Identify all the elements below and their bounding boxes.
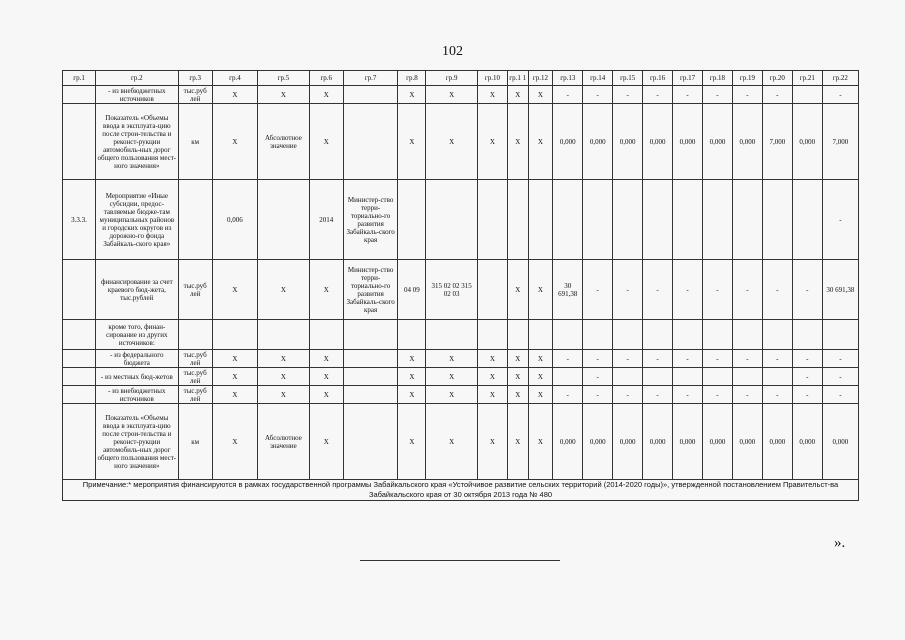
table-cell: X [507, 104, 528, 180]
table-cell: X [398, 386, 426, 404]
table-cell: - [673, 386, 703, 404]
table-cell: 0,000 [673, 404, 703, 480]
table-cell: тыс.руб лей [178, 350, 212, 368]
data-table [62, 70, 859, 501]
table-cell: 0,000 [732, 104, 762, 180]
table-cell: тыс.руб лей [178, 368, 212, 386]
table-cell: км [178, 404, 212, 480]
table-cell: Мероприятие «Иные субсидии, предос-тавляемые бюдже-там муниципальных районов и городских округов из дорожно-го фонда Забайкаль-ского края» [96, 180, 179, 260]
table-cell: X [528, 86, 553, 104]
column-header: гр.17 [673, 71, 703, 86]
table-cell: - [703, 86, 733, 104]
table-cell: - [703, 260, 733, 320]
table-cell: - [822, 386, 858, 404]
table-cell: X [212, 404, 257, 480]
table-row [63, 104, 859, 180]
table-cell: 0,000 [703, 404, 733, 480]
table-cell: X [258, 350, 310, 368]
table-cell: - [643, 350, 673, 368]
table-cell: X [477, 404, 507, 480]
table-cell [553, 368, 583, 386]
table-cell: - [762, 350, 792, 368]
column-header: гр.3 [178, 71, 212, 86]
table-cell [643, 320, 673, 350]
table-cell: 0,000 [762, 404, 792, 480]
table-cell: 0,000 [792, 104, 822, 180]
column-header: гр.4 [212, 71, 257, 86]
table-cell [343, 350, 398, 368]
table-cell: - [613, 386, 643, 404]
table-cell: 0,000 [643, 404, 673, 480]
table-cell [762, 180, 792, 260]
table-cell: тыс.руб лей [178, 260, 212, 320]
table-cell: 3.3.3. [63, 180, 96, 260]
table-cell: - [732, 350, 762, 368]
table-cell [792, 180, 822, 260]
table-cell: X [309, 368, 343, 386]
table-cell: X [398, 368, 426, 386]
table-cell: тыс.руб лей [178, 386, 212, 404]
table-cell [507, 320, 528, 350]
table-cell: тыс.руб лей [178, 86, 212, 104]
column-header: гр.15 [613, 71, 643, 86]
column-header: гр.1 [63, 71, 96, 86]
table-cell [63, 320, 96, 350]
table-cell: - из внебюджетных источников [96, 86, 179, 104]
table-cell: Показатель «Объемы ввода в эксплуата-цию после строи-тельства и реконст-рукции автомобиль-ных дорог общего пользования мест-ного значения» [96, 104, 179, 180]
table-cell: - [553, 350, 583, 368]
column-header: гр.9 [426, 71, 478, 86]
table-cell: Абсолютное значение [258, 404, 310, 480]
table-cell: 0,000 [703, 104, 733, 180]
table-cell [178, 320, 212, 350]
table-row [63, 386, 859, 404]
table-cell: 0,000 [553, 104, 583, 180]
table-cell [63, 404, 96, 480]
table-cell: 30 691,38 [822, 260, 858, 320]
table-cell: 2014 [309, 180, 343, 260]
column-header: гр.22 [822, 71, 858, 86]
table-cell: - [703, 350, 733, 368]
table-cell: X [528, 404, 553, 480]
table-cell [703, 180, 733, 260]
table-cell: X [258, 86, 310, 104]
table-cell [477, 320, 507, 350]
table-cell [822, 320, 858, 350]
table-cell: X [212, 350, 257, 368]
table-cell: - [732, 386, 762, 404]
table-cell [792, 86, 822, 104]
table-cell: 0,000 [583, 104, 613, 180]
table-row [63, 180, 859, 260]
table-cell: X [258, 386, 310, 404]
signature-line [360, 560, 560, 561]
table-cell [63, 104, 96, 180]
page-number: 102 [442, 44, 463, 59]
table-cell: X [507, 86, 528, 104]
table-cell: км [178, 104, 212, 180]
table-cell: - [583, 368, 613, 386]
table-cell: - [822, 350, 858, 368]
table-cell [613, 320, 643, 350]
table-cell [553, 320, 583, 350]
table-cell: X [398, 350, 426, 368]
table-cell: X [528, 350, 553, 368]
table-cell: X [426, 104, 478, 180]
table-cell: X [507, 368, 528, 386]
column-header: гр.1 1 [507, 71, 528, 86]
table-cell [63, 86, 96, 104]
table-cell [212, 320, 257, 350]
table-cell: X [398, 404, 426, 480]
table-cell [792, 320, 822, 350]
table-row [63, 86, 859, 104]
table-cell: X [477, 368, 507, 386]
table-cell: Министер-ство терри-ториально-го развития Забайкаль-ского края [343, 260, 398, 320]
table-cell: 0,006 [212, 180, 257, 260]
table-cell: - [822, 180, 858, 260]
closing-quote: ». [834, 535, 846, 551]
table-cell [63, 350, 96, 368]
table-row [63, 404, 859, 480]
table-cell: - [762, 386, 792, 404]
table-cell: Министер-ство терри-ториально-го развития Забайкаль-ского края [343, 180, 398, 260]
table-cell: - [643, 260, 673, 320]
table-cell: - [792, 386, 822, 404]
table-cell: 0,000 [792, 404, 822, 480]
table-cell: - [613, 350, 643, 368]
column-header: гр.18 [703, 71, 733, 86]
table-cell [673, 368, 703, 386]
table-cell: финансирование за счет краевого бюд-жета, тыс.рублей [96, 260, 179, 320]
table-cell: Абсолютное значение [258, 104, 310, 180]
table-cell [762, 320, 792, 350]
table-cell: - из внебюджетных источников [96, 386, 179, 404]
table-cell [63, 368, 96, 386]
table-row [63, 320, 859, 350]
table-cell: - из федерального бюджета [96, 350, 179, 368]
table-cell: кроме того, финан-сирование из других источников: [96, 320, 179, 350]
table-row [63, 350, 859, 368]
note-row [63, 480, 859, 501]
table-cell [477, 180, 507, 260]
table-cell [703, 320, 733, 350]
table-cell: X [477, 350, 507, 368]
table-cell: 0,000 [822, 404, 858, 480]
table-cell [673, 320, 703, 350]
table-cell: X [309, 104, 343, 180]
table-cell: - [583, 86, 613, 104]
table-cell: 0,000 [613, 404, 643, 480]
table-cell: X [212, 86, 257, 104]
column-header: гр.8 [398, 71, 426, 86]
table-cell: - [762, 260, 792, 320]
table-cell [732, 320, 762, 350]
table-cell [426, 320, 478, 350]
table-cell [643, 368, 673, 386]
table-cell: X [528, 104, 553, 180]
table-cell: X [309, 404, 343, 480]
table-cell: - [613, 86, 643, 104]
table-cell [613, 180, 643, 260]
table-row [63, 260, 859, 320]
table-cell: - [792, 368, 822, 386]
table-cell: - [643, 86, 673, 104]
table-cell: X [426, 368, 478, 386]
table-cell: X [212, 386, 257, 404]
table-cell [309, 320, 343, 350]
column-header: гр.2 [96, 71, 179, 86]
table-cell [343, 104, 398, 180]
table-cell: - [673, 86, 703, 104]
table-cell [528, 320, 553, 350]
table-cell: X [309, 260, 343, 320]
column-header: гр.16 [643, 71, 673, 86]
table-cell: X [258, 368, 310, 386]
table-cell: 0,000 [583, 404, 613, 480]
table-cell: - [822, 368, 858, 386]
table-cell: - [643, 386, 673, 404]
table-cell: - [583, 260, 613, 320]
table-cell: X [212, 368, 257, 386]
table-cell [343, 368, 398, 386]
table-cell: - [673, 260, 703, 320]
table-cell: - [762, 86, 792, 104]
column-header: гр.19 [732, 71, 762, 86]
table-cell: X [426, 404, 478, 480]
table-cell: X [477, 104, 507, 180]
table-cell [703, 368, 733, 386]
table-cell: X [258, 260, 310, 320]
column-header: гр.6 [309, 71, 343, 86]
table-cell [477, 260, 507, 320]
table-cell: X [309, 386, 343, 404]
table-cell [343, 386, 398, 404]
table-cell: 0,000 [673, 104, 703, 180]
table-cell: X [528, 368, 553, 386]
table-cell [762, 368, 792, 386]
table-cell [613, 368, 643, 386]
table-cell: X [477, 86, 507, 104]
table-cell: X [426, 386, 478, 404]
table-cell: X [398, 104, 426, 180]
table-cell: X [507, 260, 528, 320]
table-cell: 0,000 [732, 404, 762, 480]
table-cell [63, 260, 96, 320]
table-cell: - [732, 86, 762, 104]
table-cell: X [477, 386, 507, 404]
table-cell [732, 368, 762, 386]
table-cell: X [426, 86, 478, 104]
table-cell: 04 09 [398, 260, 426, 320]
table-cell [553, 180, 583, 260]
footnote: Примечание:* мероприятия финансируются в рамках государственной программы Забайкальского края «Устойчивое развитие сельских территорий (2014-2020 годы)», утвержденной постановлением Правительст-ва Забайкальского края от 30 октября 2013 года № 480 [63, 480, 859, 501]
table-cell [398, 180, 426, 260]
table-cell: - [673, 350, 703, 368]
table-cell [258, 180, 310, 260]
table-cell: 0,000 [613, 104, 643, 180]
table-cell: X [398, 86, 426, 104]
table-cell: X [528, 386, 553, 404]
column-header: гр.12 [528, 71, 553, 86]
table-cell [673, 180, 703, 260]
table-cell: - из местных бюд-жетов [96, 368, 179, 386]
table-cell: - [822, 86, 858, 104]
table-cell: X [426, 350, 478, 368]
table-cell: - [613, 260, 643, 320]
table-cell: X [212, 260, 257, 320]
column-header: гр.7 [343, 71, 398, 86]
table-cell: - [732, 260, 762, 320]
table-cell: - [792, 350, 822, 368]
table-cell: 7,000 [822, 104, 858, 180]
table-cell: X [507, 404, 528, 480]
column-header: гр.13 [553, 71, 583, 86]
table-cell [178, 180, 212, 260]
table-cell: - [703, 386, 733, 404]
table-cell [258, 320, 310, 350]
header-row [63, 71, 859, 86]
table-cell: - [792, 260, 822, 320]
table-cell [426, 180, 478, 260]
table-cell: - [583, 350, 613, 368]
column-header: гр.14 [583, 71, 613, 86]
table-cell: 0,000 [643, 104, 673, 180]
table-cell: 30 691,38 [553, 260, 583, 320]
table-cell [343, 320, 398, 350]
table-cell [63, 386, 96, 404]
table-body [63, 71, 859, 501]
table-cell [343, 404, 398, 480]
column-header: гр.20 [762, 71, 792, 86]
table-cell [343, 86, 398, 104]
column-header: гр.10 [477, 71, 507, 86]
table-cell: X [507, 350, 528, 368]
table-cell: Показатель «Объемы ввода в эксплуата-цию после строи-тельства и реконст-рукции автомобиль-ных дорог общего пользования мест-ного значения» [96, 404, 179, 480]
table-cell: X [309, 86, 343, 104]
table-cell: X [309, 350, 343, 368]
table-cell [583, 180, 613, 260]
column-header: гр.21 [792, 71, 822, 86]
table-cell [643, 180, 673, 260]
table-cell [398, 320, 426, 350]
table-cell: X [212, 104, 257, 180]
table-cell [583, 320, 613, 350]
table-cell: - [553, 386, 583, 404]
table-cell [528, 180, 553, 260]
table-cell: - [583, 386, 613, 404]
table-row [63, 368, 859, 386]
column-header: гр.5 [258, 71, 310, 86]
table-cell [507, 180, 528, 260]
table-cell: X [507, 386, 528, 404]
table-cell: 0,000 [553, 404, 583, 480]
table-cell: 7,000 [762, 104, 792, 180]
table-cell [732, 180, 762, 260]
table-cell: - [553, 86, 583, 104]
table-cell: 315 02 02 315 02 03 [426, 260, 478, 320]
table-cell: X [528, 260, 553, 320]
